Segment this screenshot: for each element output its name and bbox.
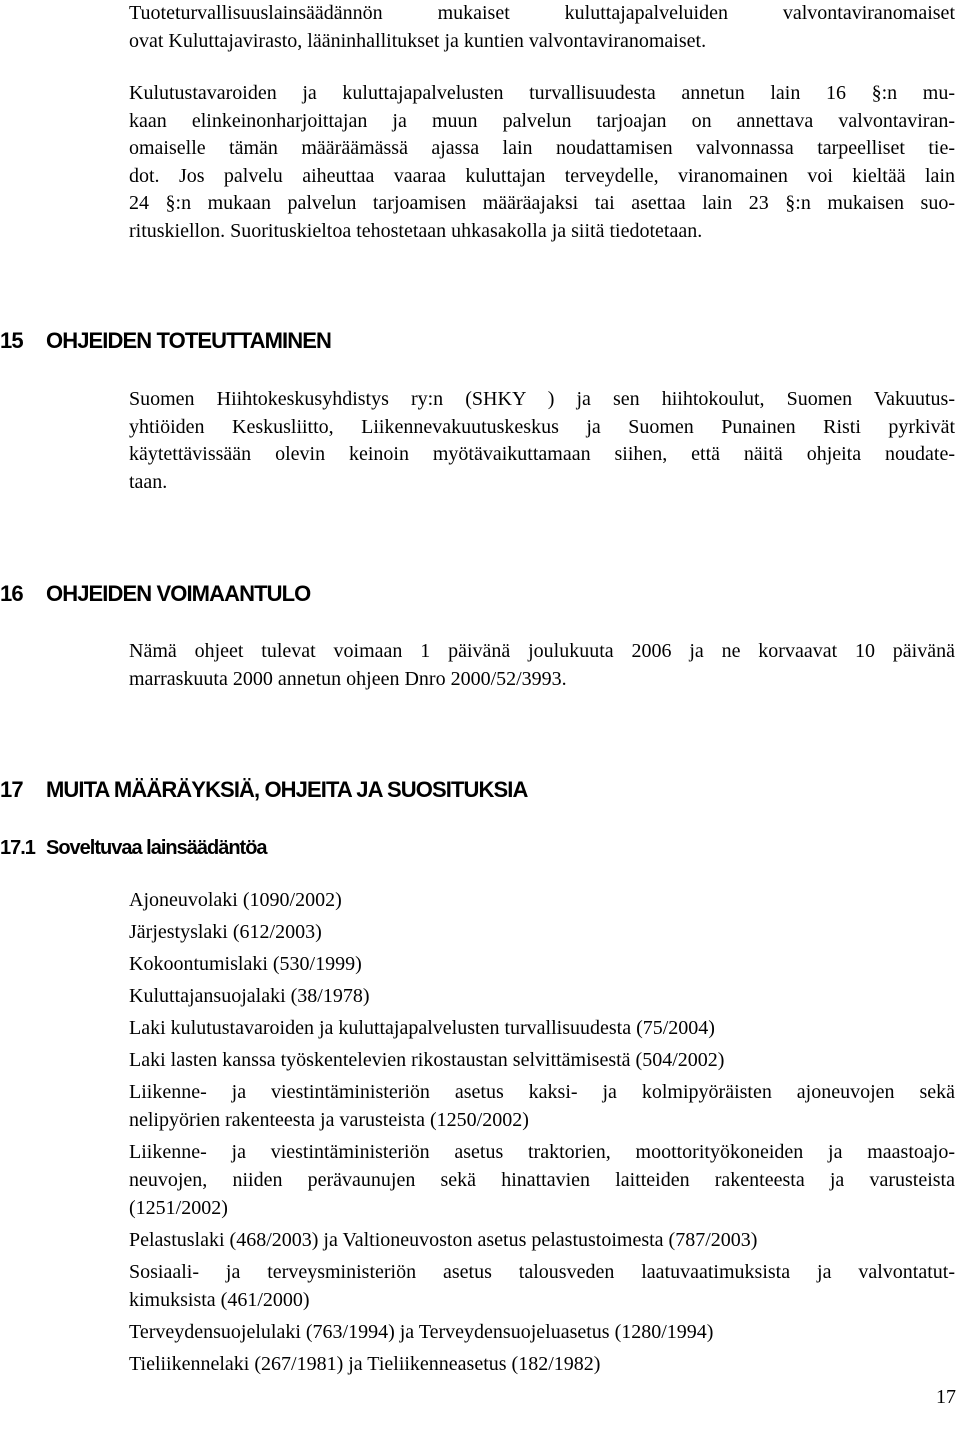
law-text-line: Pelastuslaki (468/2003) ja Valtioneuvoston asetus pelastustoimesta (787/2003): [129, 1229, 758, 1251]
text-line: käytettävissään olevin keinoin myötävaikuttamaan siihen, että näitä ohjeita noudate-: [129, 443, 955, 466]
law-text-line: Sosiaali- ja terveysministeriön asetus talousveden laatuvaatimuksista ja valvontatut-: [129, 1261, 955, 1283]
law-list-item: [129, 1226, 955, 1254]
section-number: 16: [0, 581, 23, 606]
law-list-item: [129, 1046, 955, 1074]
law-text-line: Ajoneuvolaki (1090/2002): [129, 889, 342, 911]
law-text-line: Liikenne- ja viestintäministeriön asetus kaksi- ja kolmipyöräisten ajoneuvojen sekä: [129, 1081, 955, 1103]
text-line: Tuoteturvallisuuslainsäädännön mukaiset kuluttajapalveluiden valvontaviranomaiset: [129, 2, 955, 24]
law-list-item: [129, 982, 955, 1010]
text-line: dot. Jos palvelu aiheuttaa vaaraa kuluttajan terveydelle, viranomainen voi kieltää lain: [129, 164, 955, 187]
section-17-1-heading: [0, 835, 267, 861]
text-line: ovat Kuluttajavirasto, lääninhallitukset ja kuntien valvontaviranomaiset.: [129, 29, 707, 52]
law-text-line: Laki kulutustavaroiden ja kuluttajapalvelusten turvallisuudesta (75/2004): [129, 1017, 715, 1039]
section-17-heading: [0, 776, 527, 804]
subsection-title: Soveltuvaa lainsäädäntöa: [46, 837, 267, 859]
law-list-item: [129, 1318, 955, 1346]
text-line: taan.: [129, 470, 168, 493]
text-line: Nämä ohjeet tulevat voimaan 1 päivänä joulukuuta 2006 ja ne korvaavat 10 päivänä: [129, 640, 955, 662]
law-list-item: [129, 1258, 955, 1314]
text-line: Suomen Hiihtokeskusyhdistys ry:n (SHKY ) ja sen hiihtokoulut, Suomen Vakuutus-: [129, 388, 955, 410]
section-16-heading: [0, 580, 310, 608]
section-title: OHJEIDEN TOTEUTTAMINEN: [46, 328, 331, 353]
law-text-line: Järjestyslaki (612/2003): [129, 921, 322, 943]
section-16-body: [129, 638, 955, 693]
text-line: omaiselle tämän määräämässä ajassa lain noudattamisen valvonnassa tarpeelliset tie-: [129, 137, 955, 160]
text-line: 24 §:n mukaan palvelun tarjoamisen määräajaksi tai asettaa lain 23 §:n mukaisen suo-: [129, 192, 955, 215]
law-list-item: [129, 918, 955, 946]
law-text-line: kimuksista (461/2000): [129, 1289, 310, 1311]
law-list-item: [129, 1014, 955, 1042]
law-list-item: [129, 950, 955, 978]
section-number: 17: [0, 777, 23, 802]
section-15-heading: [0, 327, 331, 355]
law-text-line: Laki lasten kanssa työskentelevien rikostaustan selvittämisestä (504/2002): [129, 1049, 725, 1071]
law-list-item: [129, 1138, 955, 1222]
section-title: MUITA MÄÄRÄYKSIÄ, OHJEITA JA SUOSITUKSIA: [46, 777, 528, 802]
law-text-line: Liikenne- ja viestintäministeriön asetus traktorien, moottorityökoneiden ja maastoajo-: [129, 1141, 955, 1163]
law-text-line: nelipyörien rakenteesta ja varusteista (1250/2002): [129, 1109, 529, 1131]
law-text-line: Tieliikennelaki (267/1981) ja Tieliikenneasetus (182/1982): [129, 1353, 601, 1375]
text-line: Kulutustavaroiden ja kuluttajapalvelusten turvallisuudesta annetun lain 16 §:n mu-: [129, 82, 955, 104]
text-line: marraskuuta 2000 annetun ohjeen Dnro 2000/52/3993.: [129, 667, 567, 690]
law-text-line: Kokoontumislaki (530/1999): [129, 953, 362, 975]
law-list-item: [129, 1350, 955, 1378]
page-number: 17: [936, 1386, 956, 1408]
section-title: OHJEIDEN VOIMAANTULO: [46, 581, 311, 606]
law-list-item: [129, 1078, 955, 1134]
section-15-body: [129, 386, 955, 496]
text-line: kaan elinkeinonharjoittajan ja muun palvelun tarjoajan on annettava valvontaviran-: [129, 109, 955, 132]
section-number: 15: [0, 328, 23, 353]
intro-paragraph-1: [129, 0, 955, 55]
law-text-line: neuvojen, niiden perävaunujen sekä hinattavien laitteiden rakenteesta ja varusteista: [129, 1169, 955, 1191]
text-line: rituskiellon. Suorituskieltoa tehostetaan uhkasakolla ja siitä tiedotetaan.: [129, 219, 703, 242]
intro-paragraph-2: [129, 80, 955, 246]
text-line: yhtiöiden Keskusliitto, Liikennevakuutuskeskus ja Suomen Punainen Risti pyrkivät: [129, 415, 955, 438]
law-text-line: Kuluttajansuojalaki (38/1978): [129, 985, 370, 1007]
law-list: [129, 886, 955, 1382]
law-text-line: (1251/2002): [129, 1197, 228, 1219]
subsection-number: 17.1: [0, 837, 35, 859]
law-text-line: Terveydensuojelulaki (763/1994) ja Terveydensuojeluasetus (1280/1994): [129, 1321, 714, 1343]
law-list-item: [129, 886, 955, 914]
